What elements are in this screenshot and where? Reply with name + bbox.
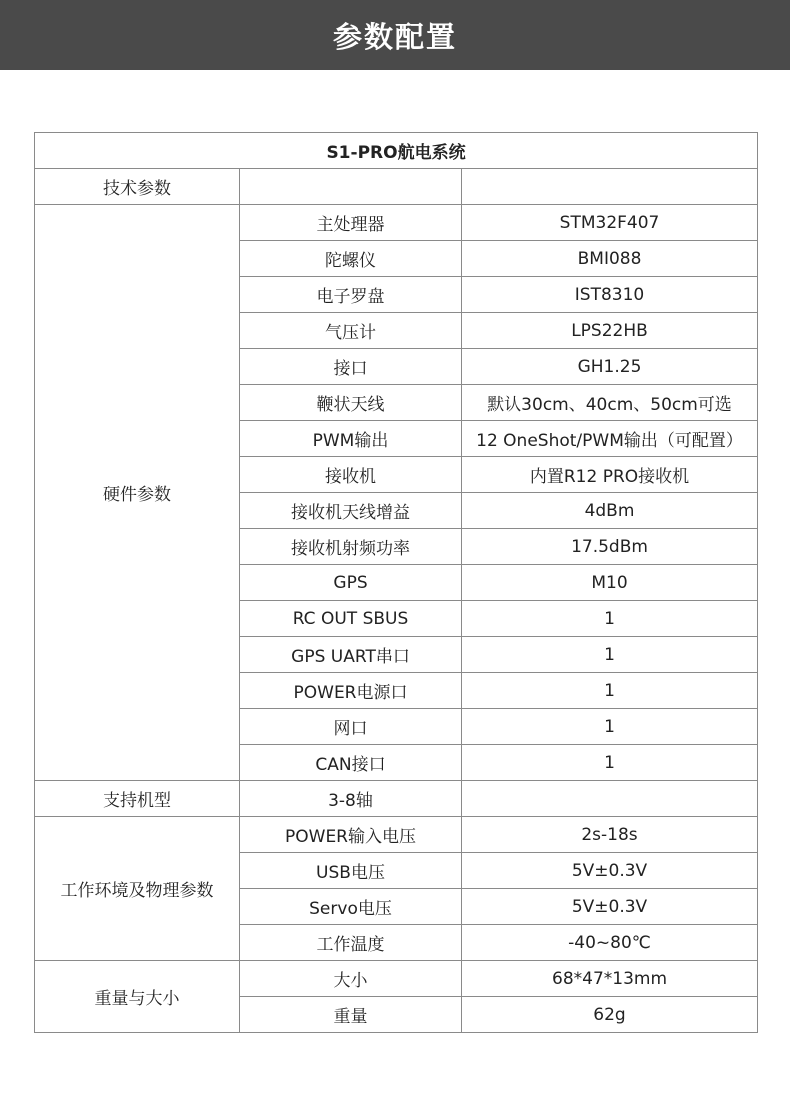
param-value: 1 [462,601,758,637]
table-row [35,817,758,853]
param-value: 1 [462,673,758,709]
param-value: 内置R12 PRO接收机 [462,457,758,493]
param-value: BMI088 [462,241,758,277]
param-value: 1 [462,637,758,673]
param-name: 鞭状天线 [240,385,462,421]
param-value: STM32F407 [462,205,758,241]
table-header-row [35,169,758,205]
empty-cell [462,169,758,205]
param-name: USB电压 [240,853,462,889]
param-name: 接收机射频功率 [240,529,462,565]
param-name: 大小 [240,961,462,997]
param-value: 5V±0.3V [462,853,758,889]
param-value: 默认30cm、40cm、50cm可选 [462,385,758,421]
param-value: 17.5dBm [462,529,758,565]
param-name: 重量 [240,997,462,1033]
weight-size-label: 重量与大小 [35,961,240,1033]
param-value: 68*47*13mm [462,961,758,997]
param-name: 气压计 [240,313,462,349]
param-value: 12 OneShot/PWM输出（可配置） [462,421,758,457]
param-name: POWER电源口 [240,673,462,709]
param-name: 接收机天线增益 [240,493,462,529]
empty-cell [462,781,758,817]
param-name: 工作温度 [240,925,462,961]
param-name: GPS [240,565,462,601]
param-value: GH1.25 [462,349,758,385]
param-name: GPS UART串口 [240,637,462,673]
param-value: 1 [462,709,758,745]
param-value: LPS22HB [462,313,758,349]
supported-models-value: 3-8轴 [240,781,462,817]
param-value: M10 [462,565,758,601]
param-value: 1 [462,745,758,781]
spec-table-body [35,133,758,1033]
param-name: RC OUT SBUS [240,601,462,637]
page-header [0,0,790,70]
param-value: 5V±0.3V [462,889,758,925]
spec-table [34,132,758,1033]
param-value: IST8310 [462,277,758,313]
param-value: 62g [462,997,758,1033]
param-value: 4dBm [462,493,758,529]
param-name: PWM输出 [240,421,462,457]
param-name: CAN接口 [240,745,462,781]
param-name: 网口 [240,709,462,745]
param-name: POWER输入电压 [240,817,462,853]
page-title: 参数配置 [332,19,457,54]
table-title: S1-PRO航电系统 [35,133,758,169]
param-name: 主处理器 [240,205,462,241]
table-row [35,961,758,997]
empty-cell [240,169,462,205]
param-value: 2s-18s [462,817,758,853]
hardware-params-label: 硬件参数 [35,205,240,781]
tech-params-label: 技术参数 [35,169,240,205]
table-title-row [35,133,758,169]
param-name: Servo电压 [240,889,462,925]
param-name: 陀螺仪 [240,241,462,277]
environment-params-label: 工作环境及物理参数 [35,817,240,961]
table-row [35,781,758,817]
param-value: -40~80℃ [462,925,758,961]
param-name: 接口 [240,349,462,385]
param-name: 电子罗盘 [240,277,462,313]
supported-models-label: 支持机型 [35,781,240,817]
table-row [35,205,758,241]
param-name: 接收机 [240,457,462,493]
